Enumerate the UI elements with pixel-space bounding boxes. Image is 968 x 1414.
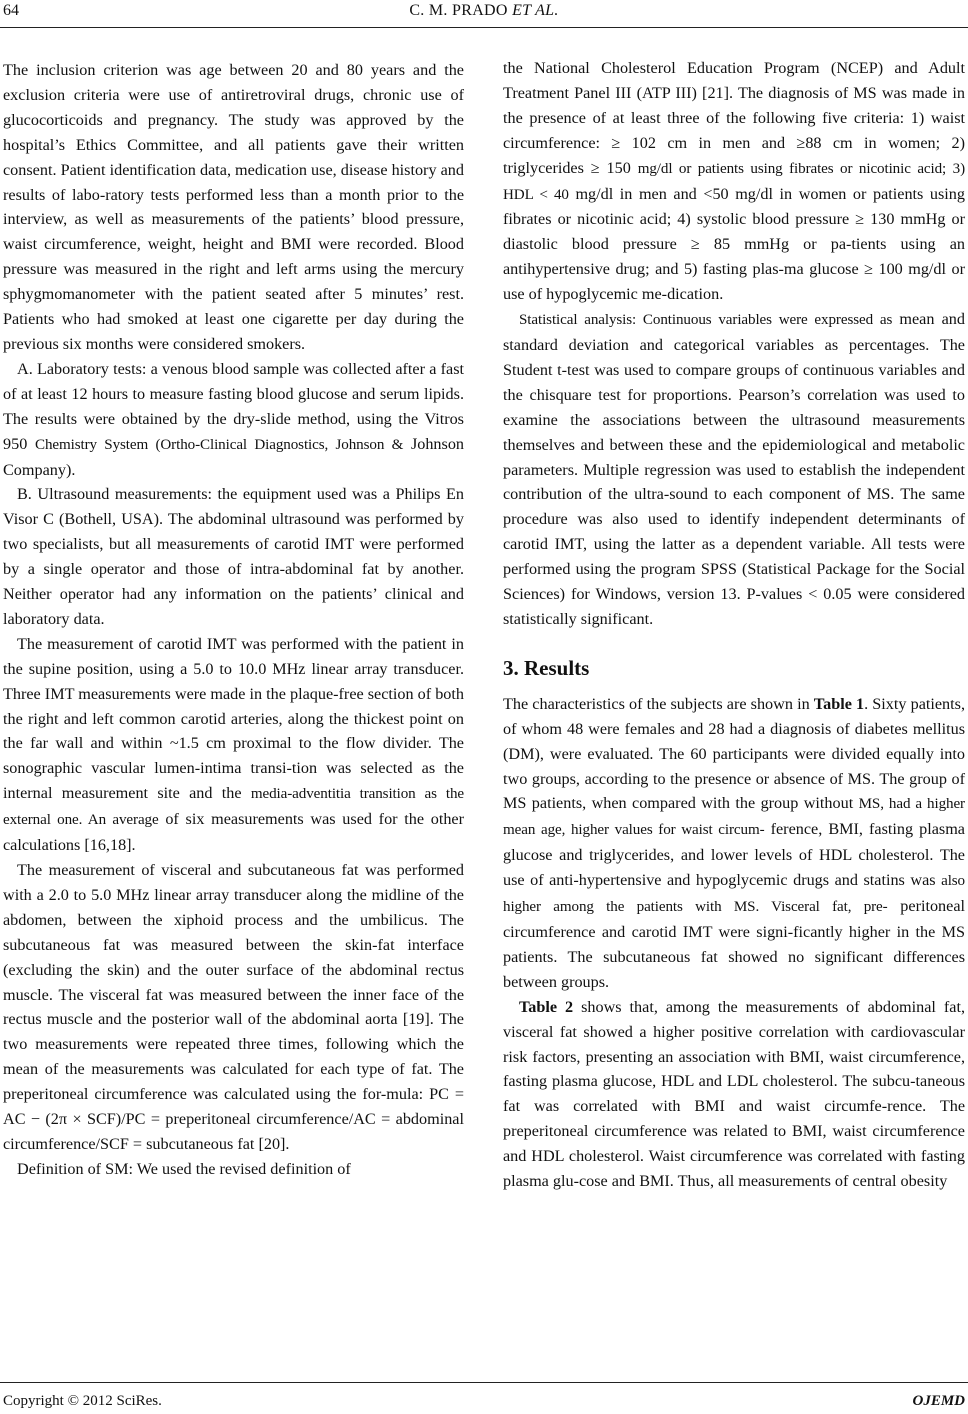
- header-authors: C. M. PRADO: [409, 2, 508, 19]
- paragraph-ms-criteria: the National Cholesterol Education Program (NCEP) and Adult Treatment Panel III (ATP III) [21]. The diagnosis of MS was made in the presence of at least three of the following five criteria: 1) waist circumference: ≥ 102 cm in men and ≥88 cm in women; 2) triglycerides ≥ 150 mg/dl or patients using fibrates or nicotinic acid; 3) HDL < 40 mg/dl in men and <50 mg/dl in women or patients using fibrates or nicotinic acid; 4) systolic blood pressure ≥ 130 mmHg or diastolic blood pressure ≥ 85 mmHg or pa-tients using an antihypertensive drug; and 5) fasting plas-ma glucose ≥ 100 mg/dl or use of hypoglycemic me-dication.: [503, 59, 966, 304]
- journal-name: OJEMD: [912, 1393, 965, 1409]
- paragraph-carotid-imt: The measurement of carotid IMT was performed with the patient in the supine position, using a 5.0 to 10.0 MHz linear array transducer. Three IMT measurements were made in the plaque-free section of both the right and left common carotid arteries, along the thickest point on the far wall and within ~1.5 cm proximal to the flow divider. The sonographic vascular lumen-intima transi-tion was selected as the internal measurement site and the media-adventitia transition as the external one. An average of six measurements was used for the other calculations [16,18].: [3, 634, 465, 855]
- paragraph-laboratory-tests: A. Laboratory tests: a venous blood sample was collected after a fast of at least 12 hours to measure fasting blood glucose and serum lipids. The results were obtained by the dry-slide method, using the Vitros 950 Chemistry System (Ortho-Clinical Diagnostics, Johnson & Johnson Company).: [3, 359, 465, 479]
- table-2-reference[interactable]: Table 2: [519, 997, 574, 1016]
- running-header: [0, 0, 968, 28]
- right-column: [503, 56, 965, 1194]
- paragraph-definition-sm: Definition of SM: We used the revised definition of: [17, 1159, 351, 1178]
- running-title: [0, 2, 968, 20]
- table-1-reference[interactable]: Table 1: [813, 694, 865, 713]
- paragraph-results-characteristics: The characteristics of the subjects are shown in Table 1. Sixty patients, of whom 48 were females and 28 had a diagnosis of diabetes mellitus (DM), were evaluated. The 60 participants were divided equally into two groups, according to the presence or absence of MS. The group of MS patients, when compared with the group without MS, had a higher mean age, higher values for waist circum- ference, BMI, fasting plasma glucose and triglycerides, and lower levels of HDL cholesterol. The use of anti-hypertensive and hypoglycemic drugs and statins was also higher among the patients with MS. Visceral fat, pre- peritoneal circumference and carotid IMT were signi-ficantly higher in the MS patients. The subcutaneous fat showed no significant differences between groups.: [503, 694, 966, 991]
- paragraph-visceral-fat: The measurement of visceral and subcutaneous fat was performed with a 2.0 to 5.0 MHz linear array transducer along the midline of the abdomen, between the xiphoid process and the umbilicus. The subcutaneous fat was measured between the skin-fat interface (excluding the skin) and the outer surface of the abdominal rectus muscle. The visceral fat was measured between the inner face of the rectus muscle and the posterior wall of the abdominal aorta [19]. The two measurements were repeated three times, following which the mean of the measurements was calculated for each type of fat. The preperitoneal circumference was calculated using the for-mula: PC = AC − (2π × SCF)/PC = preperitoneal circumference/AC = abdominal circumference/SCF = subcutaneous fat [20].: [3, 861, 464, 1153]
- paragraph-inclusion-criteria: The inclusion criterion was age between 20 and 80 years and the exclusion criteria were use of antiretroviral drugs, chronic use of glucocorticoids and pregnancy. The study was approved by the hospital’s Ethics Committee, and all patients gave their written consent. Patient identification data, medication use, disease history and results of labo-ratory tests performed less than a month prior to the interview, as well as measurements of the patients’ blood pressure, waist circumference, weight, height and BMI were recorded. Blood pressure was measured in the right and left arms using the mercury sphygmomanometer with the patient seated after 5 minutes’ rest. Patients who had smoked at least one cigarette per day during the previous six months were considered smokers.: [3, 61, 464, 353]
- section-heading-results: 3. Results: [503, 655, 590, 680]
- page-footer: [0, 1382, 968, 1412]
- paragraph-statistical-analysis: Statistical analysis: Continuous variables were expressed as mean and standard deviation and categorical variables as percentages. The Student t-test was used to compare groups of continuous variables and the chisquare test for proportions. Pearson’s correlation was used to examine the associations between the ultrasound measurements themselves and between these and the epidemiological and metabolic parameters. Multiple regression was used to establish the independent contribution of the ultra-sound to each component of MS. The same procedure was also used to identify independent determinants of carotid IMT, using the latter as a dependent variable. All tests were performed using the program SPSS (Statistical Package for the Social Sciences) for Windows, version 13. P-values < 0.05 were considered statistically significant.: [503, 310, 965, 628]
- header-rule: [0, 27, 968, 28]
- footer-rule: [0, 1382, 968, 1383]
- paragraph-results-correlation: Table 2 shows that, among the measurements of abdominal fat, visceral fat showed a higher positive correlation with cardiovascular risk factors, presenting an association with BMI, waist circumference, fasting plasma glucose, HDL and LDL cholesterol. The subcu-taneous fat was correlated with BMI and waist circumfe-rence. The preperitoneal circumference was related to BMI, waist circumference and HDL cholesterol. Waist circumference was correlated with fasting plasma glu-cose and BMI. Thus, all measurements of central obesity: [503, 997, 965, 1191]
- paragraph-ultrasound-measurements: B. Ultrasound measurements: the equipment used was a Philips En Visor C (Bothell, USA). The abdominal ultrasound was performed by two specialists, but all measurements of carotid IMT were performed by a single operator and those of intra-abdominal fat by another. Neither operator had any information on the patients’ clinical and laboratory data.: [3, 485, 464, 628]
- page-number: 64: [3, 2, 19, 19]
- header-et-al: ET AL.: [512, 2, 559, 19]
- left-column: [3, 58, 464, 1182]
- copyright-notice: Copyright © 2012 SciRes.: [3, 1393, 162, 1409]
